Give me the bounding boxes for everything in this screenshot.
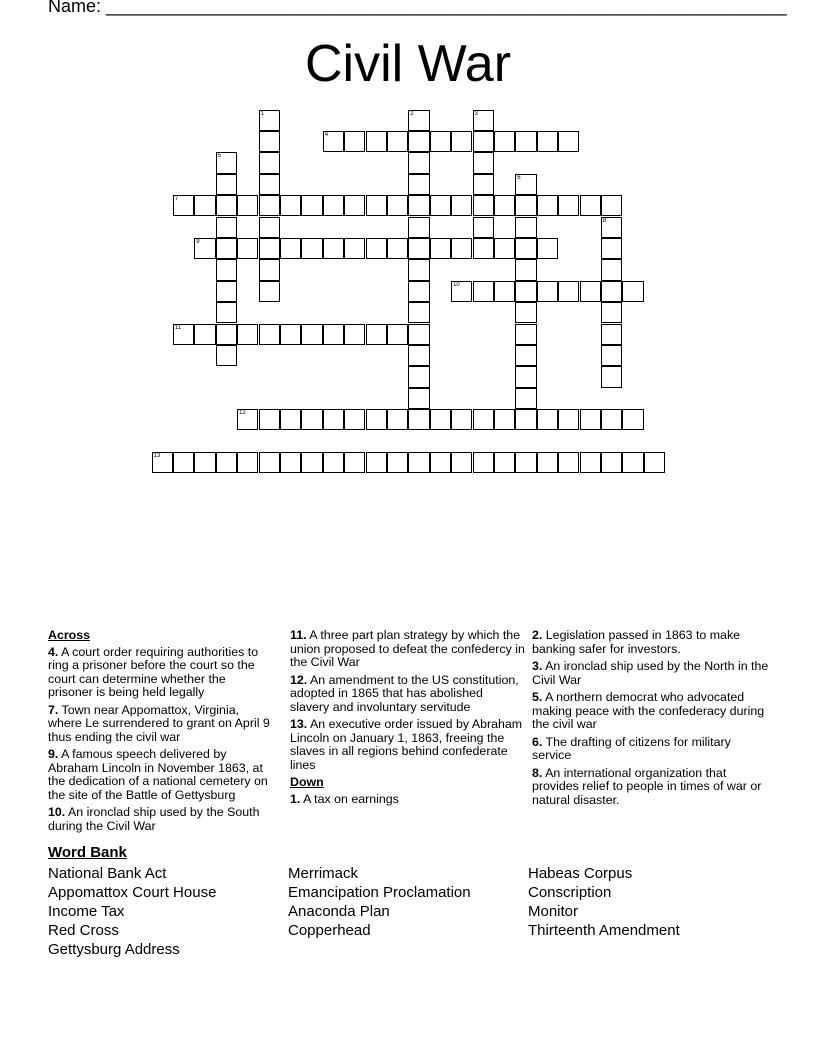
crossword-cell[interactable] — [537, 195, 558, 216]
crossword-cell[interactable] — [601, 302, 622, 323]
crossword-cell[interactable] — [580, 452, 601, 473]
crossword-cell[interactable] — [194, 324, 215, 345]
word-bank-item: Conscription — [528, 884, 612, 901]
crossword-cell[interactable] — [451, 409, 472, 430]
clue-item: 5. A northern democrat who advocated making peace with the confederacy during the civil war — [532, 690, 765, 731]
crossword-cell[interactable] — [408, 174, 429, 195]
clue-item: 9. A famous speech delivered by Abraham Lincoln in November 1863, at the dedication of a national cemetery on the site of the Battle of Gettysburg — [48, 747, 268, 802]
crossword-cell[interactable] — [494, 452, 515, 473]
crossword-cell[interactable] — [430, 195, 451, 216]
crossword-cell[interactable] — [451, 131, 472, 152]
crossword-cell[interactable] — [515, 217, 536, 238]
crossword-cell[interactable] — [473, 174, 494, 195]
name-field-label: Name: ____________________________________________________________________ — [48, 0, 787, 16]
crossword-cell[interactable] — [494, 409, 515, 430]
clue-number: 1 — [260, 110, 264, 117]
crossword-cell[interactable] — [259, 195, 280, 216]
crossword-cell[interactable] — [237, 195, 258, 216]
crossword-cell[interactable] — [601, 238, 622, 259]
clue-item: 7. Town near Appomattox, Virginia, where Le surrendered to grant on April 9 thus ending the civil war — [48, 702, 270, 744]
clue-list — [290, 793, 525, 807]
crossword-cell[interactable] — [323, 131, 344, 152]
crossword-cell[interactable] — [237, 238, 258, 259]
crossword-cell[interactable] — [473, 152, 494, 173]
crossword-cell[interactable] — [408, 324, 429, 345]
down-clues-column-3 — [532, 629, 770, 811]
word-bank-column — [48, 864, 216, 959]
crossword-cell[interactable] — [280, 452, 301, 473]
crossword-cell[interactable] — [558, 131, 579, 152]
crossword-cell[interactable] — [366, 131, 387, 152]
crossword-cell[interactable] — [451, 281, 472, 302]
clue-number: 9 — [196, 238, 200, 245]
crossword-cell[interactable] — [430, 238, 451, 259]
clue-number: 7 — [174, 196, 179, 203]
crossword-cell[interactable] — [515, 345, 536, 366]
crossword-cell[interactable] — [173, 452, 194, 473]
clue-number: 2 — [410, 110, 414, 117]
crossword-cell[interactable] — [515, 324, 536, 345]
crossword-cell[interactable] — [622, 281, 643, 302]
clue-item: 6. The drafting of citizens for military service — [532, 734, 731, 762]
crossword-cell[interactable] — [558, 452, 579, 473]
clue-item: 2. Legislation passed in 1863 to make banking safer for investors. — [532, 628, 741, 656]
crossword-cell[interactable] — [387, 131, 408, 152]
crossword-cell[interactable] — [408, 152, 429, 173]
crossword-cell[interactable] — [259, 452, 280, 473]
clue-number: 3 — [474, 110, 478, 117]
crossword-cell[interactable] — [558, 195, 579, 216]
crossword-cell[interactable] — [259, 217, 280, 238]
crossword-cell[interactable] — [366, 409, 387, 430]
crossword-cell[interactable] — [301, 238, 322, 259]
page-title: Civil War — [304, 35, 512, 93]
crossword-cell[interactable] — [473, 110, 494, 131]
crossword-cell[interactable] — [494, 131, 515, 152]
crossword-cell[interactable] — [387, 195, 408, 216]
crossword-cell[interactable] — [323, 238, 344, 259]
crossword-cell[interactable] — [473, 195, 494, 216]
clue-item: 13. An executive order issued by Abraham Lincoln on January 1, 1863, freeing the slaves in all regions behind confederate lines — [290, 717, 523, 772]
crossword-cell[interactable] — [580, 195, 601, 216]
crossword-cell[interactable] — [408, 110, 429, 131]
crossword-cell[interactable] — [173, 324, 194, 345]
word-bank-item: Thirteenth Amendment — [528, 922, 680, 939]
crossword-cell[interactable] — [237, 409, 258, 430]
crossword-cell[interactable] — [473, 238, 494, 259]
crossword-cell[interactable] — [451, 195, 472, 216]
crossword-cell[interactable] — [408, 302, 429, 323]
crossword-cell[interactable] — [387, 324, 408, 345]
crossword-cell[interactable] — [494, 238, 515, 259]
crossword-cell[interactable] — [301, 324, 322, 345]
crossword-cell[interactable] — [366, 452, 387, 473]
clue-number: 10 — [453, 281, 460, 288]
crossword-cell[interactable] — [323, 195, 344, 216]
crossword-cell[interactable] — [537, 238, 558, 259]
across-clues-column-1 — [48, 629, 273, 837]
clue-list — [48, 646, 273, 834]
crossword-cell[interactable] — [216, 345, 237, 366]
crossword-cell[interactable] — [408, 345, 429, 366]
clue-item: 10. An ironclad ship used by the South during the Civil War — [48, 805, 260, 833]
crossword-cell[interactable] — [216, 238, 237, 259]
crossword-cell[interactable] — [323, 324, 344, 345]
crossword-cell[interactable] — [259, 131, 280, 152]
crossword-cell[interactable] — [430, 131, 451, 152]
crossword-cell[interactable] — [152, 452, 173, 473]
crossword-cell[interactable] — [259, 174, 280, 195]
crossword-cell[interactable] — [173, 195, 194, 216]
crossword-cell[interactable] — [515, 259, 536, 280]
crossword-cell[interactable] — [558, 409, 579, 430]
crossword-cell[interactable] — [323, 409, 344, 430]
word-bank-item: Red Cross — [48, 922, 119, 939]
crossword-cell[interactable] — [280, 195, 301, 216]
crossword-cell[interactable] — [515, 131, 536, 152]
crossword-cell[interactable] — [473, 217, 494, 238]
crossword-cell[interactable] — [537, 409, 558, 430]
crossword-cell[interactable] — [494, 281, 515, 302]
crossword-cell[interactable] — [323, 452, 344, 473]
crossword-cell[interactable] — [194, 238, 215, 259]
crossword-cell[interactable] — [216, 324, 237, 345]
crossword-cell[interactable] — [216, 195, 237, 216]
crossword-cell[interactable] — [408, 409, 429, 430]
crossword-cell[interactable] — [515, 302, 536, 323]
crossword-cell[interactable] — [408, 281, 429, 302]
crossword-cell[interactable] — [515, 409, 536, 430]
crossword-cell[interactable] — [430, 452, 451, 473]
crossword-cell[interactable] — [515, 281, 536, 302]
crossword-cell[interactable] — [622, 409, 643, 430]
crossword-cell[interactable] — [473, 409, 494, 430]
crossword-cell[interactable] — [280, 238, 301, 259]
crossword-cell[interactable] — [216, 302, 237, 323]
crossword-cell[interactable] — [216, 259, 237, 280]
crossword-cell[interactable] — [344, 409, 365, 430]
clue-number: 12 — [239, 410, 246, 417]
word-bank-item: Emancipation Proclamation — [288, 884, 471, 901]
crossword-cell[interactable] — [259, 152, 280, 173]
crossword-cell[interactable] — [216, 217, 237, 238]
clue-list — [290, 629, 525, 772]
crossword-cell[interactable] — [301, 452, 322, 473]
crossword-cell[interactable] — [301, 409, 322, 430]
crossword-cell[interactable] — [601, 281, 622, 302]
crossword-cell[interactable] — [622, 452, 643, 473]
crossword-cell[interactable] — [580, 409, 601, 430]
crossword-cell[interactable] — [601, 259, 622, 280]
crossword-cell[interactable] — [408, 238, 429, 259]
crossword-cell[interactable] — [451, 452, 472, 473]
crossword-cell[interactable] — [387, 238, 408, 259]
word-bank-item: Monitor — [528, 903, 579, 920]
crossword-cell[interactable] — [408, 388, 429, 409]
crossword-cell[interactable] — [216, 281, 237, 302]
crossword-cell[interactable] — [408, 195, 429, 216]
crossword-cell[interactable] — [259, 238, 280, 259]
word-bank-item: National Bank Act — [48, 865, 167, 882]
clue-item: 12. An amendment to the US constitution, adopted in 1865 that has abolished slavery and involuntary servitude — [290, 672, 519, 714]
crossword-cell[interactable] — [194, 452, 215, 473]
clue-list — [532, 629, 770, 807]
crossword-cell[interactable] — [344, 131, 365, 152]
crossword-cell[interactable] — [280, 409, 301, 430]
crossword-cell[interactable] — [601, 345, 622, 366]
crossword-cell[interactable] — [451, 238, 472, 259]
word-bank-column — [288, 864, 471, 940]
crossword-cell[interactable] — [408, 366, 429, 387]
crossword-cell[interactable] — [259, 281, 280, 302]
crossword-cell[interactable] — [366, 195, 387, 216]
clue-item: 3. An ironclad ship used by the North in the Civil War — [532, 659, 769, 687]
across-heading: Across — [48, 628, 91, 642]
crossword-cell[interactable] — [408, 259, 429, 280]
crossword-cell[interactable] — [537, 131, 558, 152]
crossword-cell[interactable] — [366, 324, 387, 345]
clue-item: 11. A three part plan strategy by which the union proposed to defeat the confedercy in the Civil War — [290, 628, 525, 669]
crossword-cell[interactable] — [408, 131, 429, 152]
clue-number: 5 — [217, 153, 222, 160]
crossword-cell[interactable] — [301, 195, 322, 216]
crossword-cell[interactable] — [515, 195, 536, 216]
crossword-cell[interactable] — [344, 195, 365, 216]
word-bank-item: Copperhead — [288, 922, 371, 939]
crossword-cell[interactable] — [344, 324, 365, 345]
clues-column-2 — [290, 629, 525, 810]
crossword-cell[interactable] — [259, 259, 280, 280]
crossword-cell[interactable] — [537, 281, 558, 302]
crossword-cell[interactable] — [366, 238, 387, 259]
down-heading: Down — [290, 775, 324, 789]
crossword-cell[interactable] — [601, 366, 622, 387]
clue-number: 11 — [174, 324, 182, 331]
word-bank-column — [528, 864, 680, 940]
crossword-cell[interactable] — [601, 324, 622, 345]
crossword-cell[interactable] — [216, 174, 237, 195]
crossword-cell[interactable] — [601, 195, 622, 216]
word-bank-item: Anaconda Plan — [288, 903, 390, 920]
crossword-cell[interactable] — [515, 238, 536, 259]
crossword-cell[interactable] — [259, 409, 280, 430]
clue-item: 4. A court order requiring authorities to ring a prisoner before the court so the court can determine whether the prisoner is being held legally — [48, 644, 259, 699]
clue-item: 1. A tax on earnings — [290, 791, 399, 806]
crossword-cell[interactable] — [558, 281, 579, 302]
crossword-cell[interactable] — [237, 324, 258, 345]
crossword-cell[interactable] — [644, 452, 665, 473]
clue-number: 13 — [153, 452, 161, 459]
clue-number: 8 — [602, 217, 607, 224]
crossword-cell[interactable] — [515, 388, 536, 409]
word-bank-item: Income Tax — [48, 903, 125, 920]
crossword-cell[interactable] — [237, 452, 258, 473]
word-bank-item: Gettysburg Address — [48, 941, 180, 958]
crossword-cell[interactable] — [194, 195, 215, 216]
crossword-cell[interactable] — [515, 452, 536, 473]
clue-number: 4 — [324, 131, 329, 138]
crossword-cell[interactable] — [601, 452, 622, 473]
crossword-cell[interactable] — [408, 217, 429, 238]
crossword-cell[interactable] — [344, 238, 365, 259]
crossword-cell[interactable] — [473, 131, 494, 152]
clue-item: 8. An international organization that provides relief to people in times of war or natural disaster. — [532, 765, 762, 807]
word-bank-item: Appomattox Court House — [48, 884, 217, 901]
word-bank-item: Merrimack — [288, 865, 358, 882]
crossword-cell[interactable] — [473, 452, 494, 473]
crossword-cell[interactable] — [515, 174, 536, 195]
crossword-cell[interactable] — [259, 110, 280, 131]
clue-number: 6 — [517, 174, 521, 181]
crossword-cell[interactable] — [387, 409, 408, 430]
crossword-cell[interactable] — [408, 452, 429, 473]
crossword-cell[interactable] — [601, 217, 622, 238]
crossword-cell[interactable] — [430, 409, 451, 430]
crossword-cell[interactable] — [259, 324, 280, 345]
crossword-cell[interactable] — [537, 452, 558, 473]
crossword-cell[interactable] — [601, 409, 622, 430]
crossword-cell[interactable] — [216, 152, 237, 173]
crossword-cell[interactable] — [580, 281, 601, 302]
crossword-cell[interactable] — [280, 324, 301, 345]
word-bank-title: Word Bank — [48, 844, 127, 861]
crossword-cell[interactable] — [344, 452, 365, 473]
crossword-cell[interactable] — [494, 195, 515, 216]
crossword-cell[interactable] — [473, 281, 494, 302]
crossword-cell[interactable] — [216, 452, 237, 473]
crossword-cell[interactable] — [387, 452, 408, 473]
crossword-cell[interactable] — [515, 366, 536, 387]
word-bank-item: Habeas Corpus — [528, 865, 633, 882]
